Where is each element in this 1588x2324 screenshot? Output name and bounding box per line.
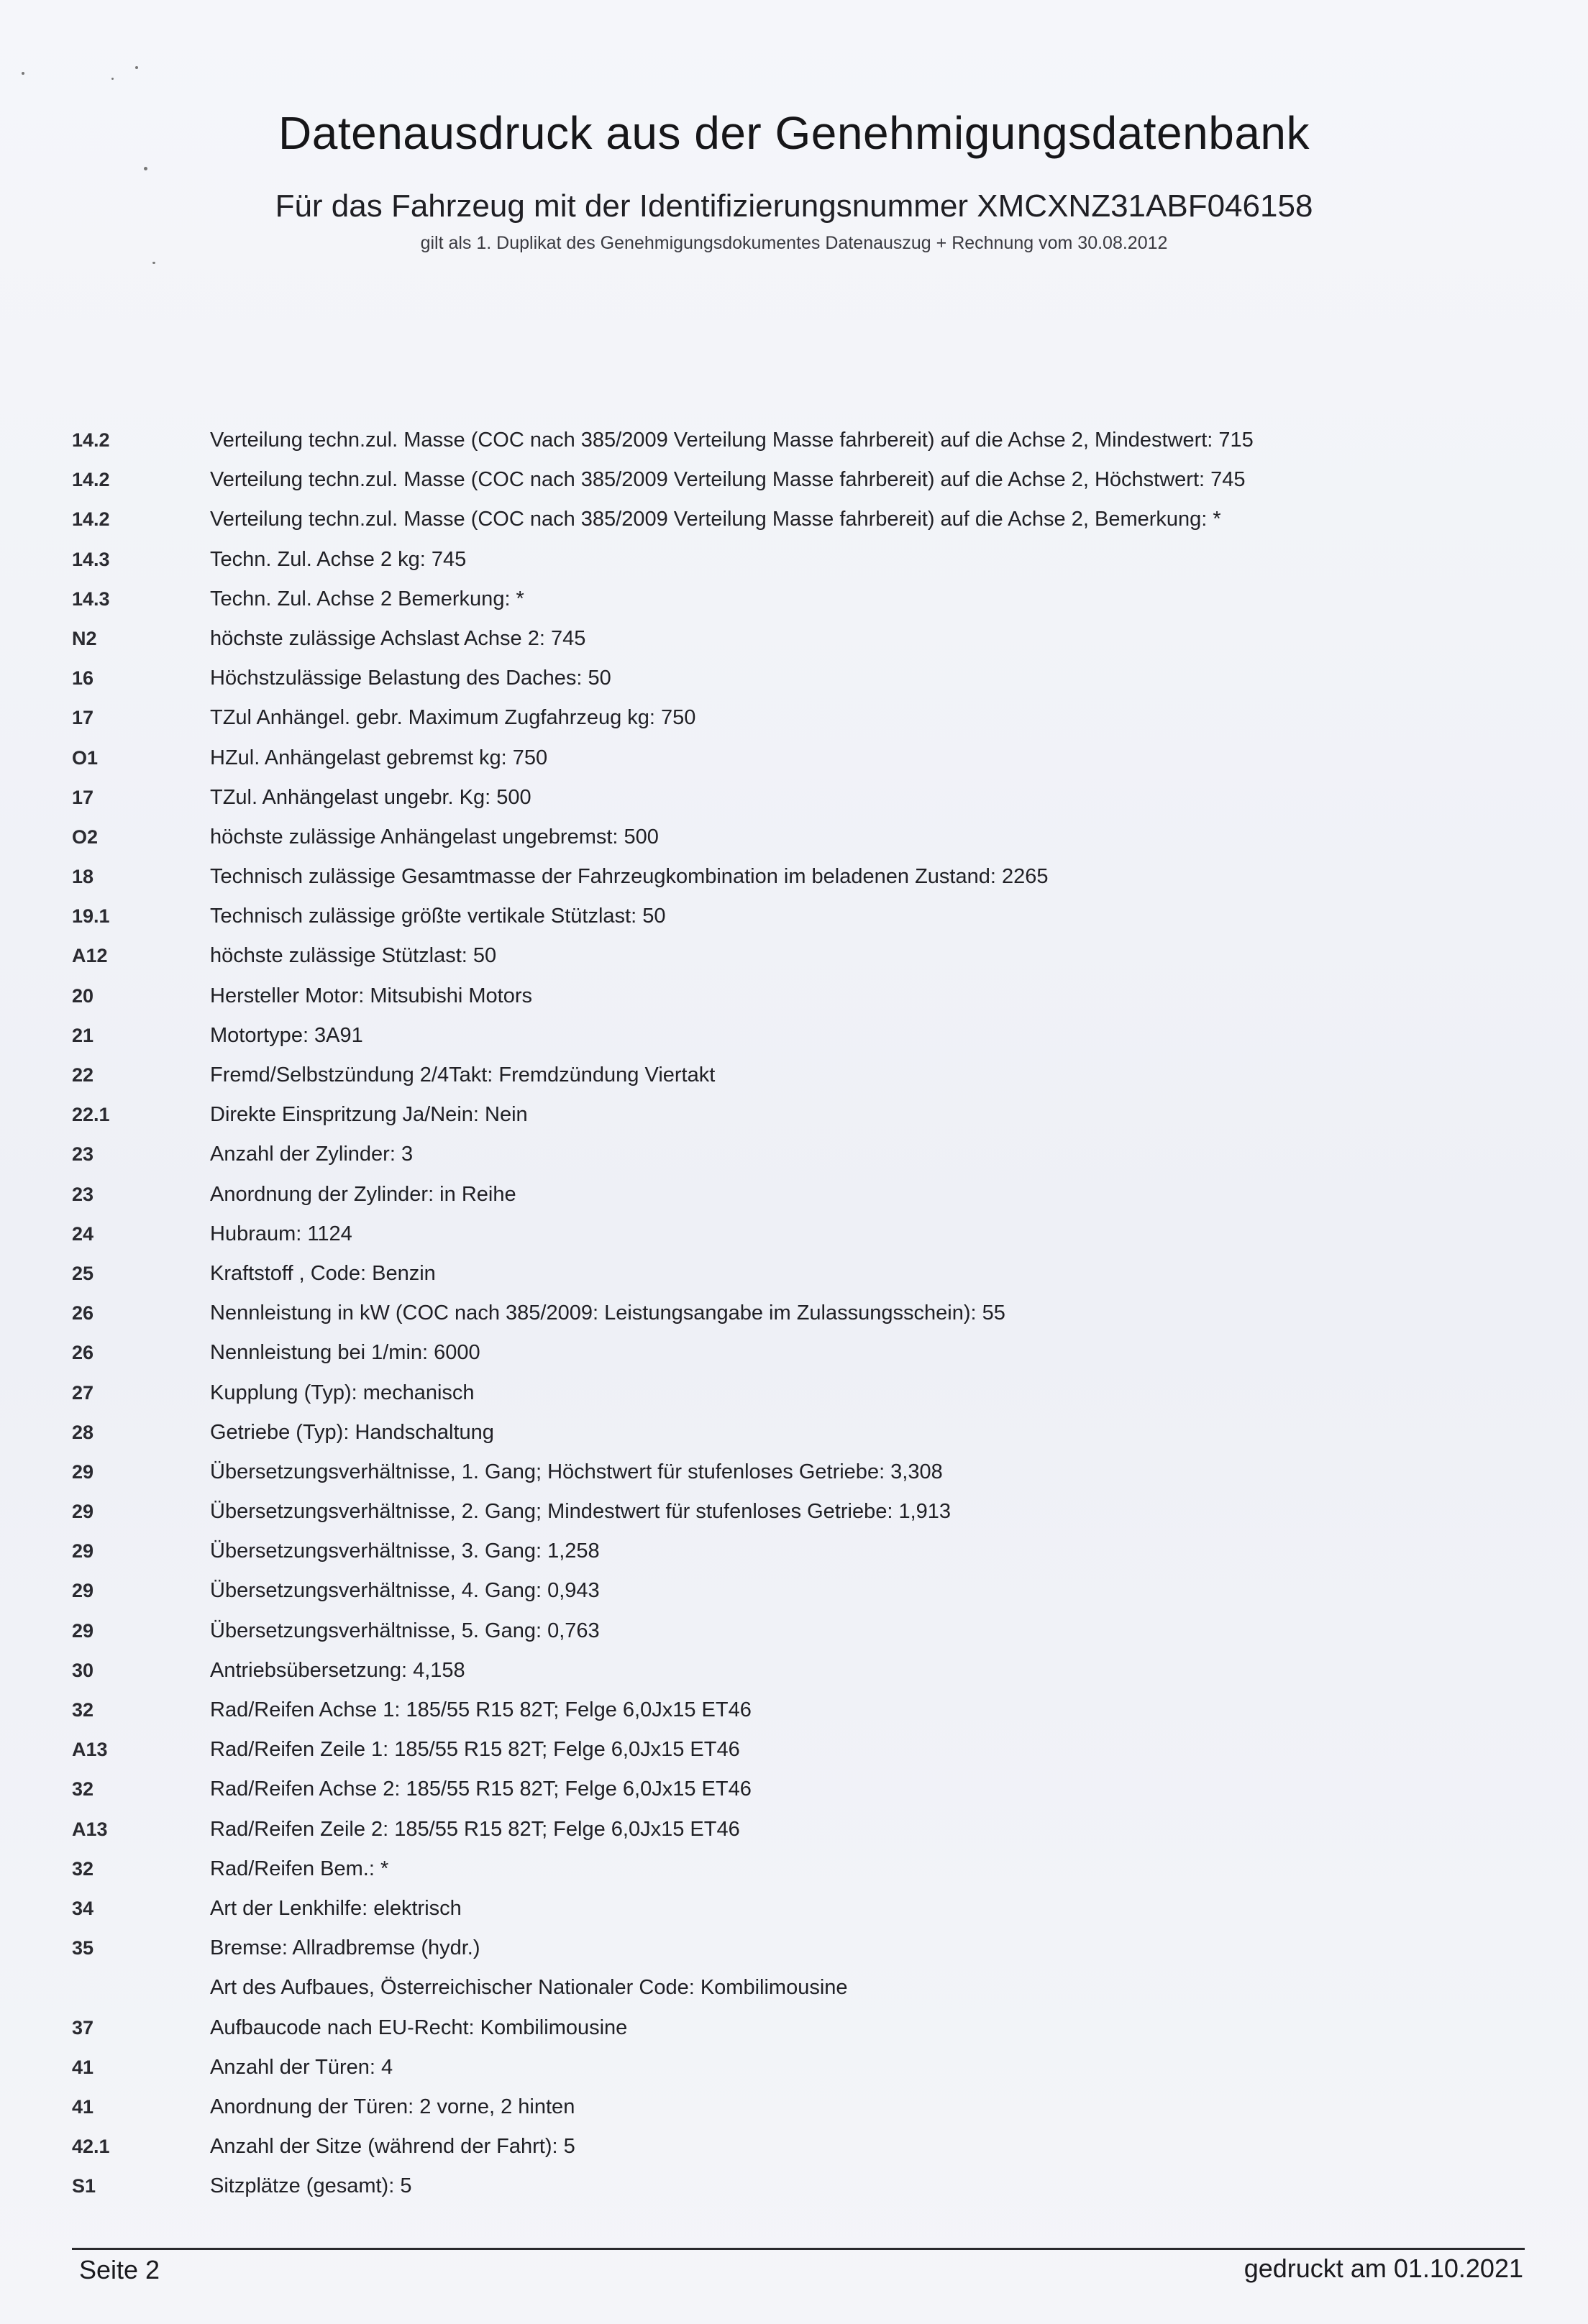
- data-row: [0, 421, 1588, 460]
- row-text: Verteilung techn.zul. Masse (COC nach 385/2009 Verteilung Masse fahrbereit) auf die Achse 2, Höchstwert: 745: [210, 468, 1246, 492]
- row-text: Nennleistung bei 1/min: 6000: [210, 1341, 480, 1365]
- data-row: [0, 1413, 1588, 1452]
- data-row: [0, 1254, 1588, 1294]
- print-date: gedruckt am 01.10.2021: [1244, 2254, 1523, 2283]
- paper-speck: [22, 72, 24, 75]
- paper-speck: [135, 66, 138, 69]
- row-text: Anzahl der Türen: 4: [210, 2055, 393, 2079]
- data-row: [0, 1056, 1588, 1095]
- row-code: 22.1: [72, 1104, 110, 1126]
- data-row: [0, 2008, 1588, 2048]
- row-text: Nennleistung in kW (COC nach 385/2009: Leistungsangabe im Zulassungsschein): 55: [210, 1301, 1005, 1325]
- data-row: [0, 1968, 1588, 2008]
- data-row: [0, 857, 1588, 897]
- row-text: Anordnung der Zylinder: in Reihe: [210, 1182, 516, 1206]
- data-row: [0, 2087, 1588, 2127]
- row-code: 21: [72, 1024, 94, 1046]
- data-row: [0, 936, 1588, 976]
- data-row: [0, 460, 1588, 500]
- data-row: [0, 897, 1588, 936]
- row-text: Art der Lenkhilfe: elektrisch: [210, 1896, 462, 1920]
- row-code: 29: [72, 1501, 94, 1523]
- data-row: [0, 818, 1588, 857]
- data-row: [0, 738, 1588, 778]
- row-text: Aufbaucode nach EU-Recht: Kombilimousine: [210, 2016, 628, 2039]
- row-code: A12: [72, 945, 108, 967]
- row-text: Bremse: Allradbremse (hydr.): [210, 1936, 480, 1960]
- row-text: Anzahl der Sitze (während der Fahrt): 5: [210, 2135, 575, 2159]
- data-row: [0, 1333, 1588, 1373]
- page-number: Seite 2: [79, 2255, 160, 2284]
- row-code: 25: [72, 1262, 94, 1284]
- row-code: 26: [72, 1342, 94, 1364]
- row-code: 28: [72, 1421, 94, 1443]
- data-rows: [0, 421, 1588, 2206]
- row-code: 34: [72, 1897, 94, 1919]
- data-row: [0, 698, 1588, 738]
- row-text: Technisch zulässige größte vertikale Stützlast: 50: [210, 905, 666, 928]
- row-code: A13: [72, 1739, 108, 1761]
- data-row: [0, 1294, 1588, 1333]
- row-code: 20: [72, 984, 94, 1007]
- row-text: Antriebsübersetzung: 4,158: [210, 1658, 465, 1682]
- data-row: [0, 1730, 1588, 1770]
- data-row: [0, 1452, 1588, 1492]
- paper-speck: [152, 262, 155, 264]
- data-row: [0, 1770, 1588, 1809]
- row-text: Rad/Reifen Bem.: *: [210, 1857, 389, 1880]
- row-text: Rad/Reifen Zeile 1: 185/55 R15 82T; Felge 6,0Jx15 ET46: [210, 1738, 740, 1762]
- row-code: 32: [72, 1857, 94, 1880]
- row-code: S1: [72, 2175, 96, 2197]
- data-row: [0, 2048, 1588, 2087]
- row-text: Techn. Zul. Achse 2 Bemerkung: *: [210, 587, 524, 610]
- row-text: Technisch zulässige Gesamtmasse der Fahrzeugkombination im beladenen Zustand: 2265: [210, 865, 1049, 889]
- data-row: [0, 2127, 1588, 2167]
- row-text: Übersetzungsverhältnisse, 3. Gang: 1,258: [210, 1540, 600, 1563]
- row-code: N2: [72, 627, 97, 649]
- footer-divider: [72, 2248, 1525, 2250]
- row-text: Übersetzungsverhältnisse, 5. Gang: 0,763: [210, 1619, 600, 1642]
- data-row: [0, 1214, 1588, 1254]
- row-text: HZul. Anhängelast gebremst kg: 750: [210, 746, 548, 769]
- row-code: 29: [72, 1460, 94, 1483]
- duplicate-note: gilt als 1. Duplikat des Genehmigungsdokumentes Datenauszug + Rechnung vom 30.08.2012: [420, 233, 1168, 253]
- data-row: [0, 976, 1588, 1016]
- data-row: [0, 1492, 1588, 1532]
- row-code: 41: [72, 2056, 94, 2078]
- row-code: 29: [72, 1540, 94, 1563]
- vehicle-id-line: Für das Fahrzeug mit der Identifizierungsnummer XMCXNZ31ABF046158: [275, 188, 1313, 224]
- document-title: Datenausdruck aus der Genehmigungsdatenbank: [278, 107, 1310, 159]
- row-code: 41: [72, 2095, 94, 2118]
- row-code: 37: [72, 2016, 94, 2039]
- row-code: 14.2: [72, 429, 110, 451]
- data-row: [0, 1175, 1588, 1214]
- row-code: 23: [72, 1183, 94, 1205]
- row-text: TZul Anhängel. gebr. Maximum Zugfahrzeug kg: 750: [210, 706, 696, 730]
- row-code: 17: [72, 707, 94, 729]
- row-code: 32: [72, 1699, 94, 1721]
- row-code: 14.3: [72, 548, 110, 570]
- row-code: A13: [72, 1818, 108, 1840]
- row-code: 16: [72, 667, 94, 690]
- row-text: Kraftstoff , Code: Benzin: [210, 1261, 436, 1285]
- data-row: [0, 1135, 1588, 1174]
- document-header: [0, 106, 1588, 254]
- row-code: 18: [72, 866, 94, 888]
- row-text: Sitzplätze (gesamt): 5: [210, 2174, 412, 2198]
- row-code: 29: [72, 1619, 94, 1642]
- row-text: Rad/Reifen Achse 1: 185/55 R15 82T; Felge 6,0Jx15 ET46: [210, 1698, 752, 1721]
- data-row: [0, 1651, 1588, 1691]
- row-code: 19.1: [72, 905, 110, 928]
- row-text: Anordnung der Türen: 2 vorne, 2 hinten: [210, 2095, 575, 2118]
- row-code: 14.3: [72, 587, 110, 610]
- row-code: 27: [72, 1381, 94, 1404]
- data-row: [0, 1611, 1588, 1651]
- data-row: [0, 1095, 1588, 1135]
- row-text: Verteilung techn.zul. Masse (COC nach 385/2009 Verteilung Masse fahrbereit) auf die Achse 2, Bemerkung: *: [210, 508, 1221, 531]
- data-row: [0, 2167, 1588, 2206]
- row-text: Hubraum: 1124: [210, 1222, 352, 1245]
- row-text: Anzahl der Zylinder: 3: [210, 1143, 414, 1166]
- data-row: [0, 580, 1588, 619]
- data-row: [0, 778, 1588, 818]
- row-code: 42.1: [72, 2136, 110, 2158]
- row-code: 24: [72, 1222, 94, 1245]
- row-text: Verteilung techn.zul. Masse (COC nach 385/2009 Verteilung Masse fahrbereit) auf die Achse 2, Mindestwert: 715: [210, 429, 1254, 452]
- row-code: 32: [72, 1778, 94, 1801]
- data-row: [0, 1532, 1588, 1571]
- data-row: [0, 540, 1588, 580]
- data-row: [0, 1849, 1588, 1889]
- data-row: [0, 1691, 1588, 1730]
- row-text: Getriebe (Typ): Handschaltung: [210, 1420, 494, 1444]
- data-row: [0, 500, 1588, 539]
- row-code: 14.2: [72, 508, 110, 531]
- row-code: 17: [72, 786, 94, 808]
- row-text: Art des Aufbaues, Österreichischer Nationaler Code: Kombilimousine: [210, 1976, 848, 2000]
- row-text: Hersteller Motor: Mitsubishi Motors: [210, 984, 532, 1007]
- row-text: Kupplung (Typ): mechanisch: [210, 1381, 475, 1404]
- row-text: Rad/Reifen Zeile 2: 185/55 R15 82T; Felge 6,0Jx15 ET46: [210, 1817, 740, 1841]
- data-row: [0, 1373, 1588, 1413]
- data-row: [0, 1571, 1588, 1611]
- row-code: O1: [72, 746, 99, 769]
- data-row: [0, 1810, 1588, 1849]
- row-text: höchste zulässige Anhängelast ungebremst: 500: [210, 825, 659, 848]
- row-code: 30: [72, 1659, 94, 1681]
- data-row: [0, 1016, 1588, 1056]
- row-text: Direkte Einspritzung Ja/Nein: Nein: [210, 1103, 528, 1127]
- paper-speck: [111, 78, 114, 80]
- row-text: Übersetzungsverhältnisse, 2. Gang; Mindestwert für stufenloses Getriebe: 1,913: [210, 1500, 952, 1524]
- row-text: TZul. Anhängelast ungebr. Kg: 500: [210, 785, 531, 809]
- data-row: [0, 619, 1588, 659]
- row-text: Fremd/Selbstzündung 2/4Takt: Fremdzündung Viertakt: [210, 1063, 716, 1086]
- row-code: 22: [72, 1064, 94, 1086]
- data-row: [0, 659, 1588, 698]
- row-text: Techn. Zul. Achse 2 kg: 745: [210, 547, 467, 571]
- row-code: 26: [72, 1302, 94, 1325]
- row-text: höchste zulässige Stützlast: 50: [210, 944, 497, 968]
- row-code: 35: [72, 1937, 94, 1959]
- data-row: [0, 1929, 1588, 1968]
- row-code: 29: [72, 1580, 94, 1602]
- row-text: Höchstzulässige Belastung des Daches: 50: [210, 667, 611, 690]
- row-text: höchste zulässige Achslast Achse 2: 745: [210, 626, 586, 650]
- row-code: 23: [72, 1143, 94, 1166]
- row-code: 14.2: [72, 469, 110, 491]
- row-text: Rad/Reifen Achse 2: 185/55 R15 82T; Felge 6,0Jx15 ET46: [210, 1778, 752, 1801]
- data-row: [0, 1889, 1588, 1929]
- row-text: Übersetzungsverhältnisse, 4. Gang: 0,943: [210, 1579, 600, 1603]
- row-code: O2: [72, 825, 99, 848]
- row-text: Motortype: 3A91: [210, 1023, 363, 1047]
- row-text: Übersetzungsverhältnisse, 1. Gang; Höchstwert für stufenloses Getriebe: 3,308: [210, 1460, 943, 1483]
